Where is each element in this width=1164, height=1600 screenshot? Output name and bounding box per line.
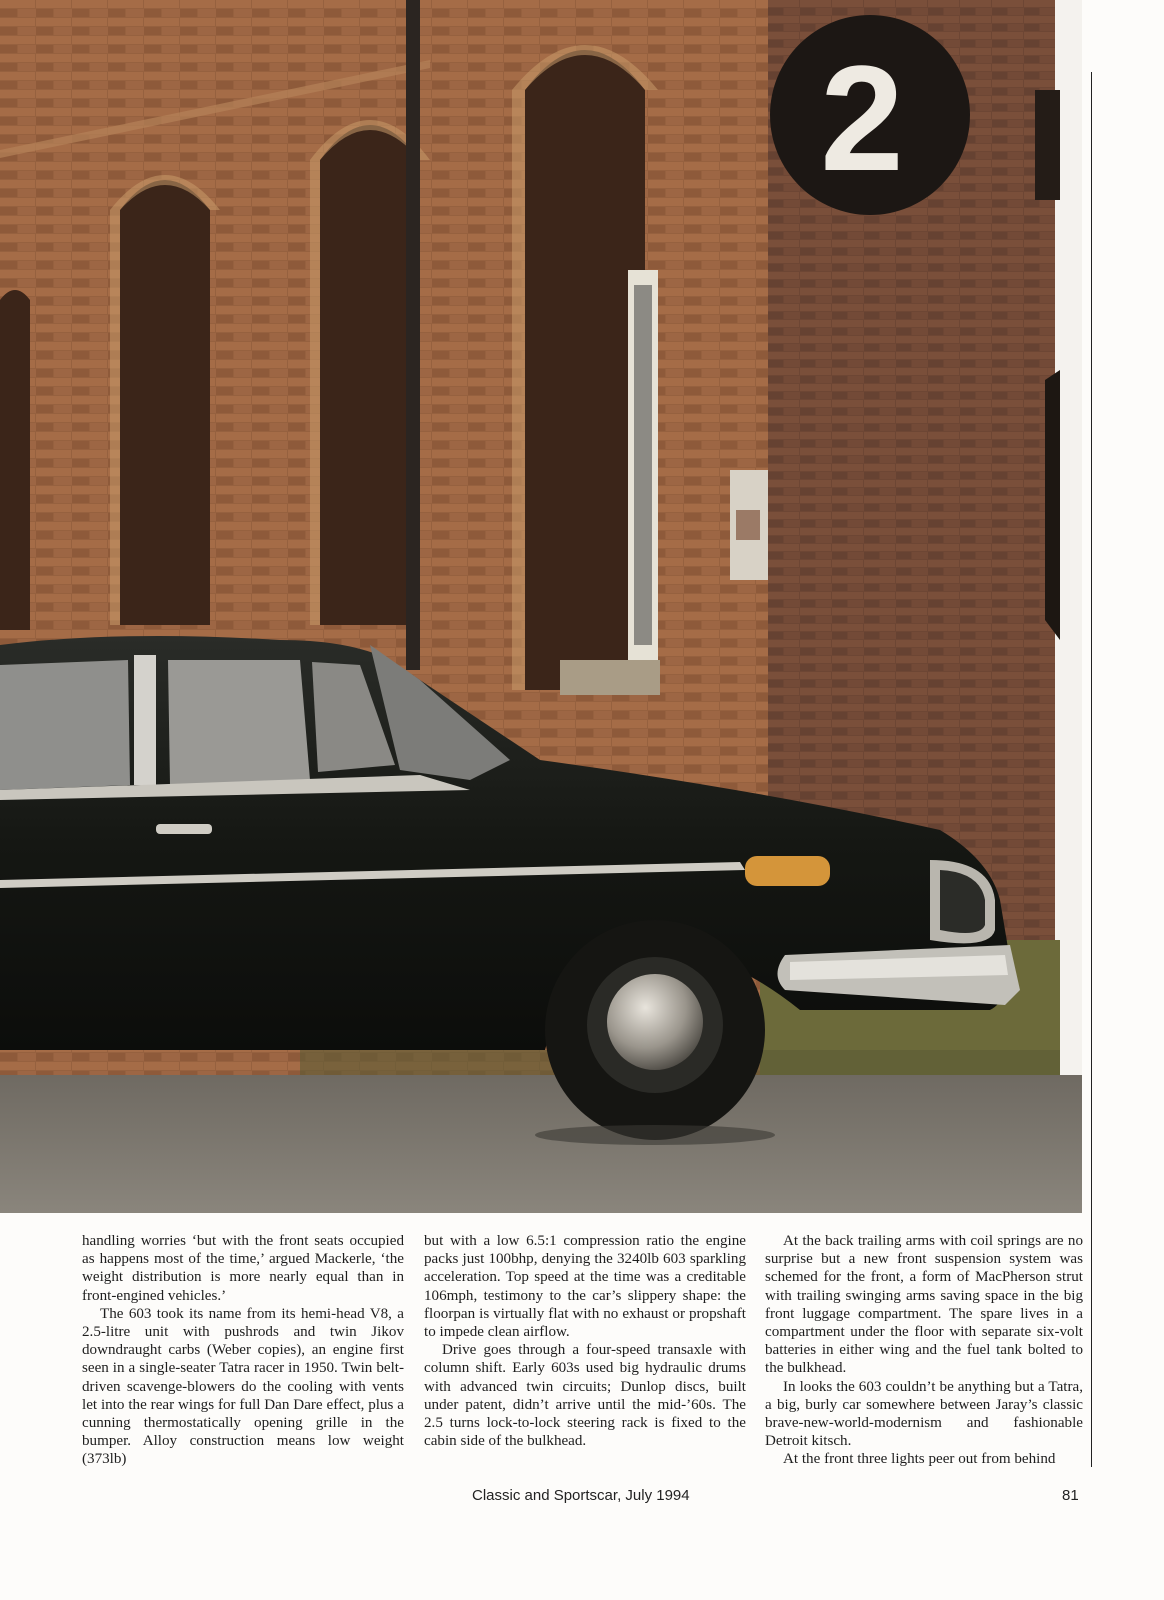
magazine-credit: Classic and Sportscar, July 1994 xyxy=(472,1487,690,1504)
article-paragraph: handling worries ‘but with the front seats occupied as happens most of the time,’ argued Mackerle, ‘the weight distribution is more nearly equal than in front-engined vehicles.’ xyxy=(82,1233,404,1304)
page-number: 81 xyxy=(1062,1487,1079,1504)
page-footer xyxy=(0,1487,1164,1511)
article-paragraph: At the back trailing arms with coil springs are no surprise but a new front suspension system was schemed for the front, a form of MacPherson strut with trailing swinging arms saving space in the big front luggage compartment. The spare lives in a compartment under the floor with separate six-volt batteries in either wing and the fuel tank bolted to the bulkhead. xyxy=(765,1233,1083,1377)
article-paragraph: At the front three lights peer out from behind xyxy=(783,1451,1056,1468)
article-paragraph: The 603 took its name from its hemi-head V8, a 2.5-litre unit with pushrods and twin Jikov downdraught carbs (Weber copies), an engine first seen in a single-seater Tatra racer in 1950. Twin belt-driven scavenge-blowers do the cooling with vents let into the rear wings for full Dan Dare effect, plus a cunning thermostatically opening grille in the bumper. Alloy construction means low weight (373lb) xyxy=(82,1305,404,1468)
article-column-3 xyxy=(765,1232,1083,1469)
article-paragraph: Drive goes through a four-speed transaxle with column shift. Early 603s used big hydraulic drums with advanced twin circuits; Dunlop discs, built under patent, didn’t arrive until the mid-’60s. The 2.5 turns lock-to-lock steering rack is fixed to the cabin side of the bulkhead. xyxy=(424,1342,746,1450)
column-rule xyxy=(1091,72,1092,1467)
building-number: 2 xyxy=(820,34,904,202)
article-paragraph: In looks the 603 couldn’t be anything but a Tatra, a big, burly car somewhere between Jaray’s classic brave-new-world-modernism and fashionable Detroit kitsch. xyxy=(765,1378,1083,1450)
article-column-1 xyxy=(82,1232,404,1469)
article-paragraph: but with a low 6.5:1 compression ratio the engine packs just 100bhp, denying the 3240lb 603 sparkling acceleration. Top speed at the time was a creditable 106mph, testimony to the car’s slippery shape: the floorpan is virtually flat with no exhaust or propshaft to impede clean airflow. xyxy=(424,1233,746,1341)
article-column-2 xyxy=(424,1232,746,1450)
